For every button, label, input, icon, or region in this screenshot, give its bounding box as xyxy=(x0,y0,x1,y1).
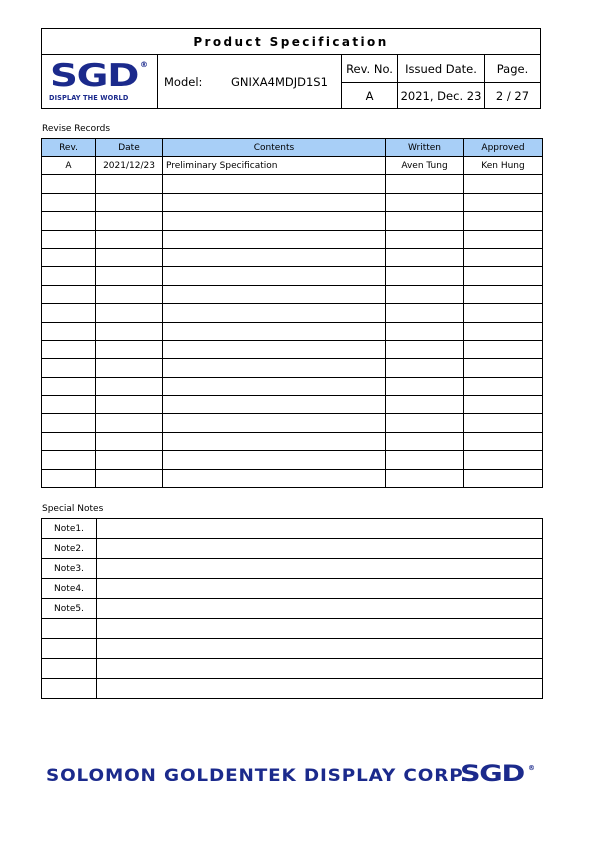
page-cell xyxy=(485,55,540,109)
model-label: Model: xyxy=(164,75,203,89)
written-cell xyxy=(386,432,464,450)
note-row xyxy=(42,579,543,599)
contents-cell xyxy=(163,377,386,395)
approved-cell: Ken Hung xyxy=(464,157,543,175)
table-row xyxy=(42,193,543,211)
note-label xyxy=(42,619,97,639)
approved-cell xyxy=(464,414,543,432)
contents-cell xyxy=(163,212,386,230)
date-cell xyxy=(96,212,163,230)
rev-cell xyxy=(42,193,96,211)
contents-cell xyxy=(163,432,386,450)
rev-cell xyxy=(42,359,96,377)
model-cell xyxy=(158,55,342,109)
logo-cell xyxy=(42,55,158,109)
header-info-row xyxy=(42,55,540,109)
written-cell xyxy=(386,230,464,248)
note-row xyxy=(42,659,543,679)
column-header-written: Written xyxy=(386,139,464,157)
written-cell xyxy=(386,396,464,414)
written-cell xyxy=(386,212,464,230)
written-cell xyxy=(386,377,464,395)
rev-no-label: Rev. No. xyxy=(342,55,397,83)
date-cell xyxy=(96,414,163,432)
approved-cell xyxy=(464,359,543,377)
spec-header xyxy=(41,28,541,109)
issued-date-value: 2021, Dec. 23 xyxy=(400,89,482,103)
note-text xyxy=(97,619,543,639)
contents-cell xyxy=(163,396,386,414)
page-value: 2 / 27 xyxy=(495,89,530,103)
table-row xyxy=(42,396,543,414)
date-cell xyxy=(96,175,163,193)
contents-cell xyxy=(163,175,386,193)
note-row xyxy=(42,519,543,539)
footer-company-name: SOLOMON GOLDENTEK DISPLAY CORP. xyxy=(46,766,468,786)
revise-header-row xyxy=(42,139,543,157)
written-cell: Aven Tung xyxy=(386,157,464,175)
approved-cell xyxy=(464,340,543,358)
note-label: Note2. xyxy=(42,539,97,559)
rev-cell xyxy=(42,175,96,193)
rev-cell xyxy=(42,340,96,358)
contents-cell xyxy=(163,469,386,487)
document-title: Product Specification xyxy=(42,29,540,55)
rev-cell xyxy=(42,304,96,322)
date-cell xyxy=(96,193,163,211)
rev-cell xyxy=(42,377,96,395)
date-cell xyxy=(96,377,163,395)
revise-records-table xyxy=(41,138,543,488)
rev-cell xyxy=(42,212,96,230)
logo-tagline: DISPLAY THE WORLD xyxy=(49,94,129,102)
note-row xyxy=(42,559,543,579)
date-cell xyxy=(96,285,163,303)
approved-cell xyxy=(464,377,543,395)
note-text xyxy=(97,519,543,539)
approved-cell xyxy=(464,248,543,266)
table-row xyxy=(42,157,543,175)
column-header-date: Date xyxy=(96,139,163,157)
date-cell xyxy=(96,432,163,450)
note-label xyxy=(42,659,97,679)
note-label xyxy=(42,679,97,699)
contents-cell xyxy=(163,359,386,377)
contents-cell xyxy=(163,248,386,266)
approved-cell xyxy=(464,193,543,211)
approved-cell xyxy=(464,451,543,469)
note-text xyxy=(97,659,543,679)
column-header-rev: Rev. xyxy=(42,139,96,157)
approved-cell xyxy=(464,175,543,193)
note-text xyxy=(97,579,543,599)
table-row xyxy=(42,469,543,487)
note-label: Note1. xyxy=(42,519,97,539)
contents-cell xyxy=(163,340,386,358)
table-row xyxy=(42,432,543,450)
date-cell xyxy=(96,322,163,340)
date-cell xyxy=(96,359,163,377)
rev-no-cell xyxy=(342,55,398,109)
special-notes-table xyxy=(41,518,543,699)
date-cell xyxy=(96,248,163,266)
written-cell xyxy=(386,359,464,377)
date-cell xyxy=(96,469,163,487)
contents-cell xyxy=(163,285,386,303)
note-label: Note3. xyxy=(42,559,97,579)
revise-records-label: Revise Records xyxy=(42,124,111,134)
approved-cell xyxy=(464,432,543,450)
note-label: Note5. xyxy=(42,599,97,619)
footer-sgd-logo: SGD xyxy=(460,762,524,787)
rev-cell xyxy=(42,248,96,266)
contents-cell: Preliminary Specification xyxy=(163,157,386,175)
note-row xyxy=(42,539,543,559)
written-cell xyxy=(386,248,464,266)
date-cell xyxy=(96,230,163,248)
note-text xyxy=(97,639,543,659)
rev-no-value: A xyxy=(365,89,374,103)
date-cell xyxy=(96,396,163,414)
written-cell xyxy=(386,267,464,285)
table-row xyxy=(42,340,543,358)
issued-date-label: Issued Date. xyxy=(398,55,484,83)
date-cell xyxy=(96,267,163,285)
model-value: GNIXA4MDJD1S1 xyxy=(231,75,328,89)
table-row xyxy=(42,414,543,432)
rev-cell xyxy=(42,267,96,285)
table-row xyxy=(42,322,543,340)
rev-cell xyxy=(42,396,96,414)
approved-cell xyxy=(464,267,543,285)
page-label: Page. xyxy=(485,55,540,83)
note-row xyxy=(42,619,543,639)
rev-cell xyxy=(42,230,96,248)
note-row xyxy=(42,599,543,619)
approved-cell xyxy=(464,322,543,340)
contents-cell xyxy=(163,304,386,322)
written-cell xyxy=(386,469,464,487)
footer-registered-mark: ® xyxy=(528,764,535,772)
note-row xyxy=(42,639,543,659)
approved-cell xyxy=(464,212,543,230)
written-cell xyxy=(386,285,464,303)
rev-cell: A xyxy=(42,157,96,175)
written-cell xyxy=(386,193,464,211)
written-cell xyxy=(386,451,464,469)
logo-letters: SGD xyxy=(50,58,139,94)
contents-cell xyxy=(163,230,386,248)
rev-cell xyxy=(42,451,96,469)
date-cell xyxy=(96,304,163,322)
issued-date-cell xyxy=(398,55,485,109)
written-cell xyxy=(386,175,464,193)
table-row xyxy=(42,175,543,193)
table-row xyxy=(42,285,543,303)
approved-cell xyxy=(464,230,543,248)
date-cell: 2021/12/23 xyxy=(96,157,163,175)
contents-cell xyxy=(163,414,386,432)
rev-cell xyxy=(42,414,96,432)
date-cell xyxy=(96,451,163,469)
table-row xyxy=(42,304,543,322)
rev-cell xyxy=(42,469,96,487)
table-row xyxy=(42,451,543,469)
note-label xyxy=(42,639,97,659)
written-cell xyxy=(386,322,464,340)
rev-cell xyxy=(42,285,96,303)
note-label: Note4. xyxy=(42,579,97,599)
registered-mark: ® xyxy=(140,60,148,69)
rev-cell xyxy=(42,432,96,450)
table-row xyxy=(42,248,543,266)
special-notes-label: Special Notes xyxy=(42,504,104,514)
approved-cell xyxy=(464,304,543,322)
table-row xyxy=(42,377,543,395)
approved-cell xyxy=(464,396,543,414)
contents-cell xyxy=(163,267,386,285)
written-cell xyxy=(386,414,464,432)
rev-cell xyxy=(42,322,96,340)
table-row xyxy=(42,230,543,248)
date-cell xyxy=(96,340,163,358)
note-text xyxy=(97,559,543,579)
approved-cell xyxy=(464,469,543,487)
written-cell xyxy=(386,304,464,322)
contents-cell xyxy=(163,451,386,469)
note-text xyxy=(97,539,543,559)
written-cell xyxy=(386,340,464,358)
approved-cell xyxy=(464,285,543,303)
table-row xyxy=(42,212,543,230)
contents-cell xyxy=(163,322,386,340)
table-row xyxy=(42,359,543,377)
contents-cell xyxy=(163,193,386,211)
table-row xyxy=(42,267,543,285)
note-row xyxy=(42,679,543,699)
note-text xyxy=(97,679,543,699)
sgd-logo xyxy=(48,59,152,105)
footer xyxy=(46,764,536,794)
column-header-approved: Approved xyxy=(464,139,543,157)
note-text xyxy=(97,599,543,619)
column-header-contents: Contents xyxy=(163,139,386,157)
